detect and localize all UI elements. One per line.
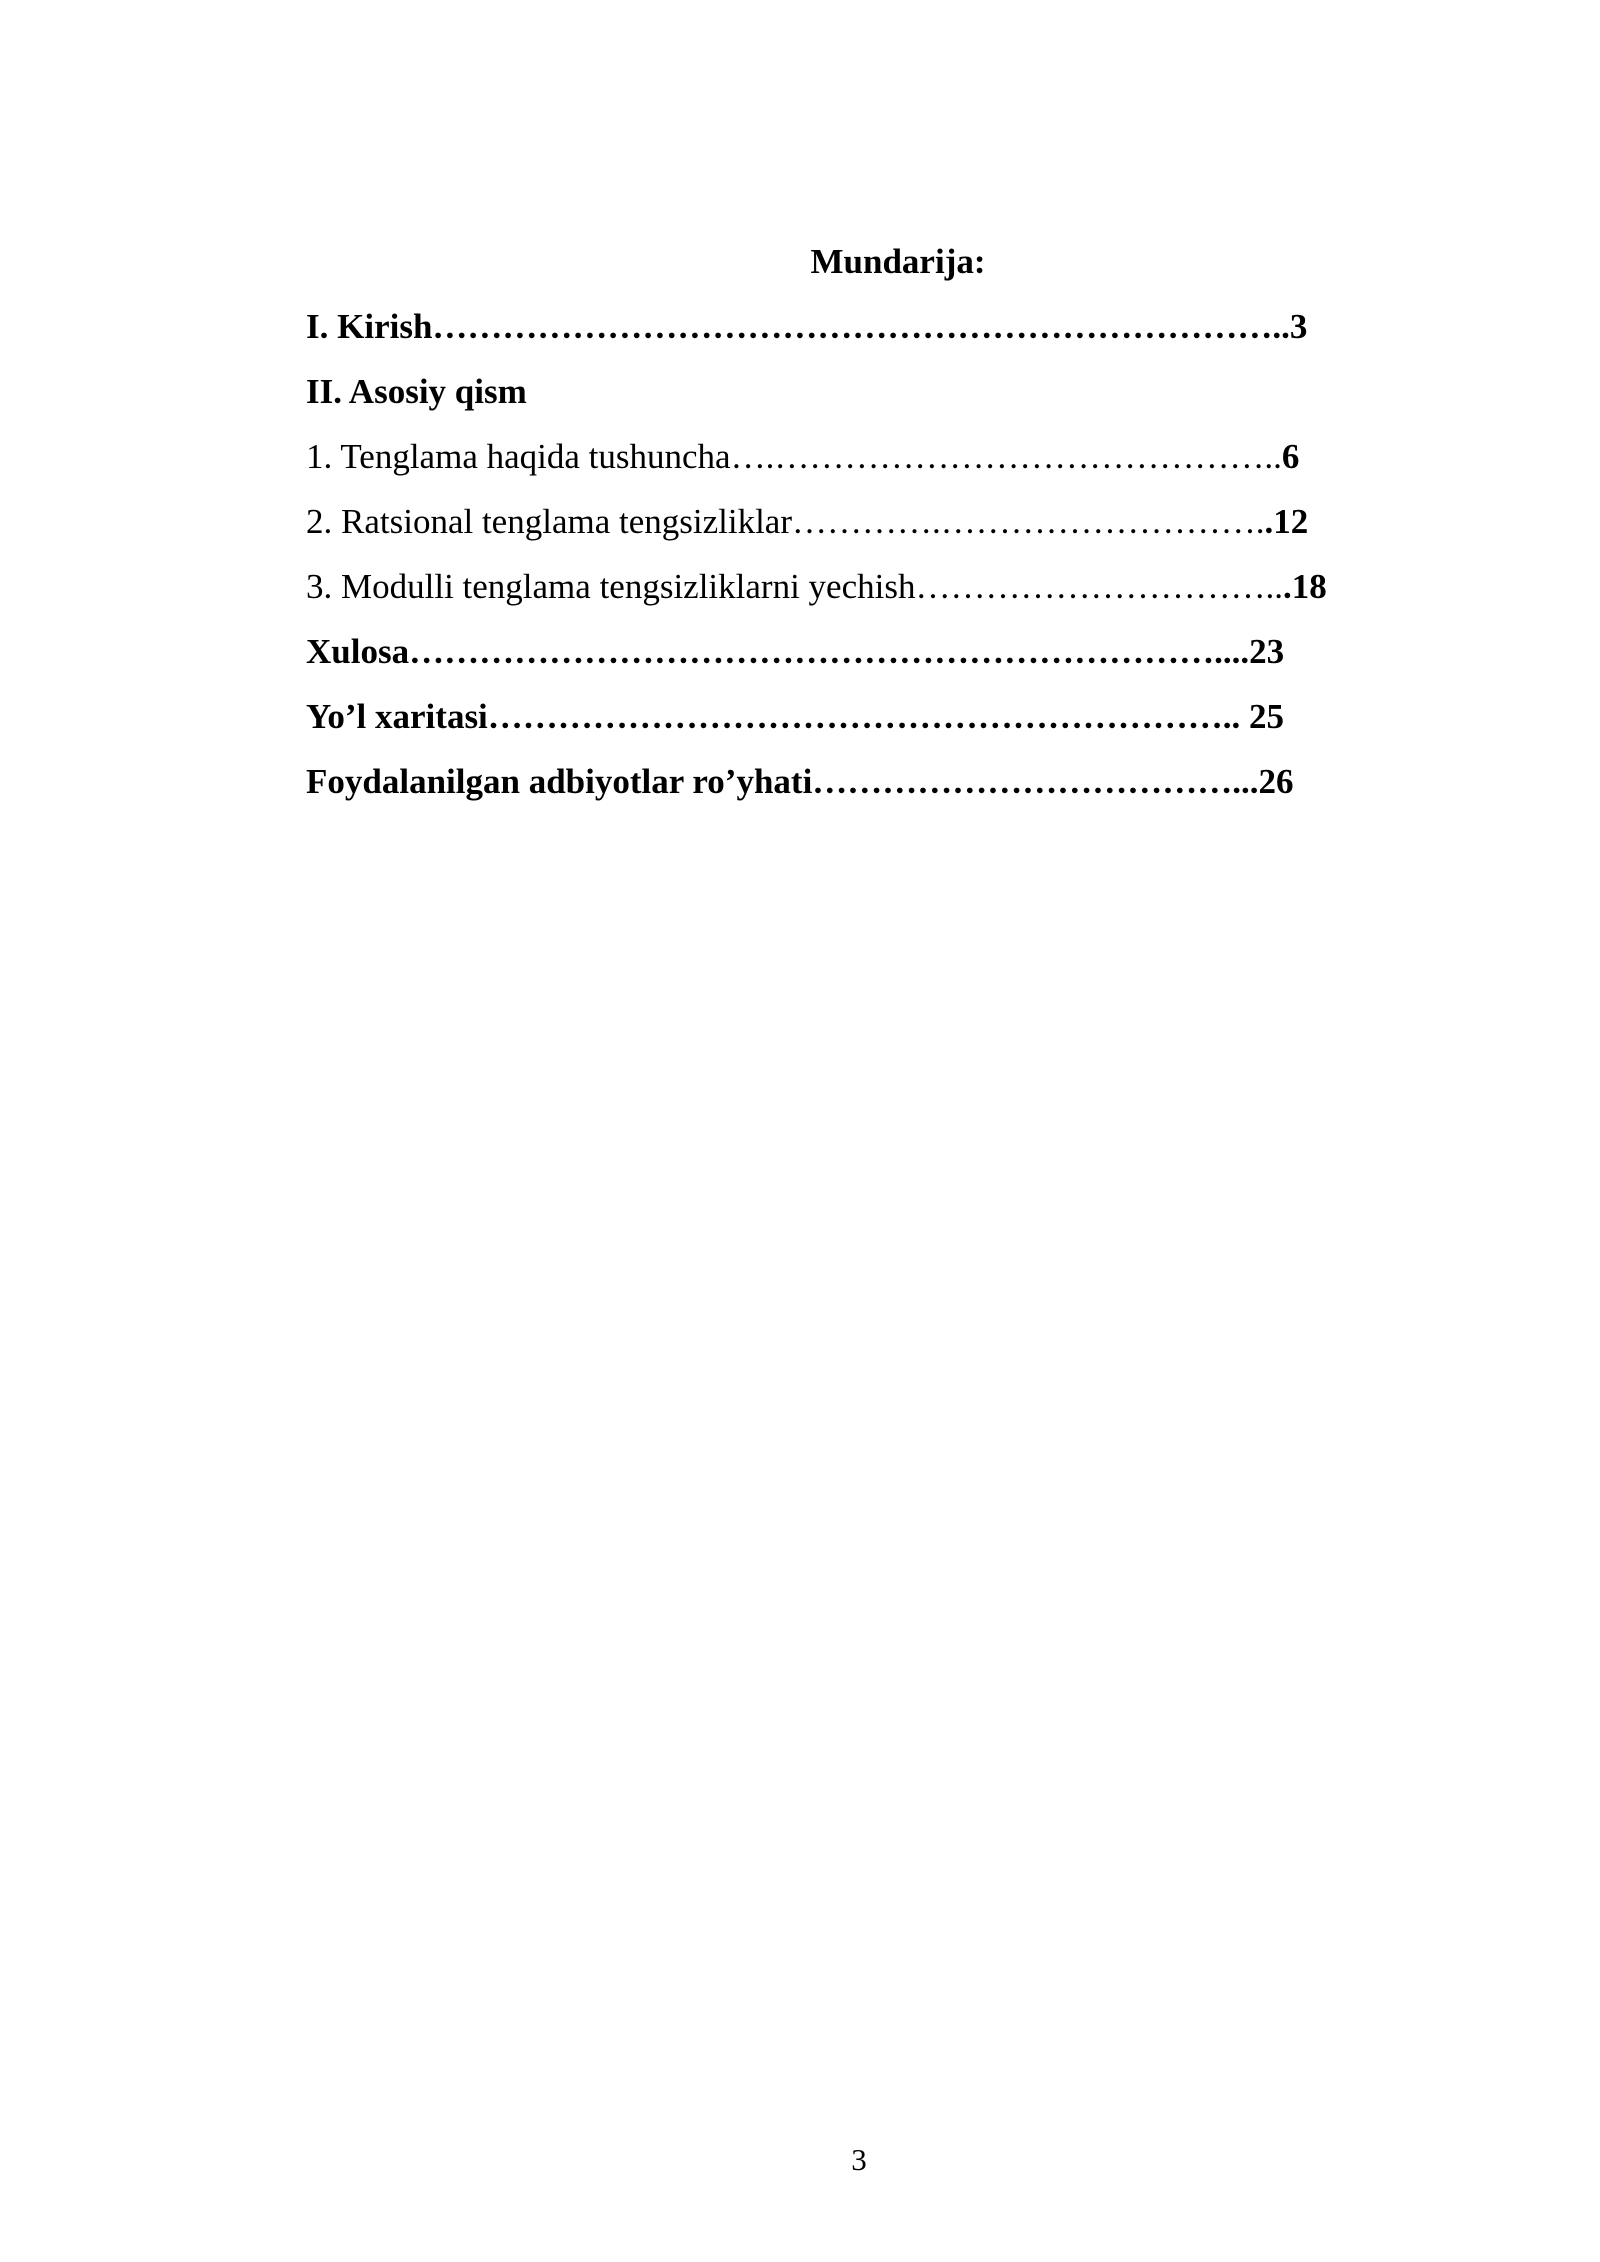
toc-entry-label: I. Kirish	[306, 307, 433, 346]
toc-entry-foydalanilgan	[306, 760, 1294, 804]
toc-title: Mundarija:	[810, 242, 986, 281]
toc-entry-leader: …………………………..	[915, 567, 1283, 606]
toc-entry-label: 2. Ratsional tenglama tengsizliklar	[306, 502, 792, 541]
toc-entry-tenglama-haqida	[306, 435, 1299, 479]
toc-entry-label: II. Asosiy qism	[306, 372, 527, 411]
toc-entry-label: Xulosa	[306, 632, 410, 671]
toc-entry-leader: ………….……………………….	[791, 502, 1265, 541]
toc-entry-page: 25	[1249, 697, 1285, 736]
toc-entry-leader: ………………………………………………………..	[487, 697, 1250, 736]
toc-entry-page: .18	[1282, 567, 1327, 606]
toc-entry-page: .3	[1281, 307, 1308, 346]
toc-entry-xulosa	[306, 630, 1284, 674]
toc-entry-modulli	[306, 565, 1327, 609]
toc-entry-label: 3. Modulli tenglama tengsizliklarni yechish	[306, 567, 916, 606]
toc-entry-leader: …………………………………………………………….	[409, 632, 1223, 671]
toc-entry-label: Yo’l xaritasi	[306, 697, 488, 736]
toc-entry-page: .12	[1264, 502, 1309, 541]
toc-entry-page: ...23	[1222, 632, 1285, 671]
toc-entry-leader: ….……………………………………..	[730, 437, 1282, 476]
toc-entry-page: .26	[1249, 762, 1294, 801]
toc-entry-leader: ………………………………..	[812, 762, 1250, 801]
toc-entry-page: 6	[1281, 437, 1300, 476]
page-number: 3	[851, 2142, 867, 2177]
toc-entry-label: 1. Tenglama haqida tushuncha	[306, 437, 731, 476]
toc-entry-asosiy-qism	[306, 370, 527, 414]
toc-entry-label: Foydalanilgan adbiyotlar ro’yhati	[306, 762, 813, 801]
toc-entry-leader: ……………………………………………………………….	[432, 307, 1282, 346]
toc-entry-ratsional	[306, 500, 1308, 544]
toc-entry-yol-xaritasi	[306, 695, 1284, 739]
toc-entry-kirish	[306, 305, 1307, 349]
